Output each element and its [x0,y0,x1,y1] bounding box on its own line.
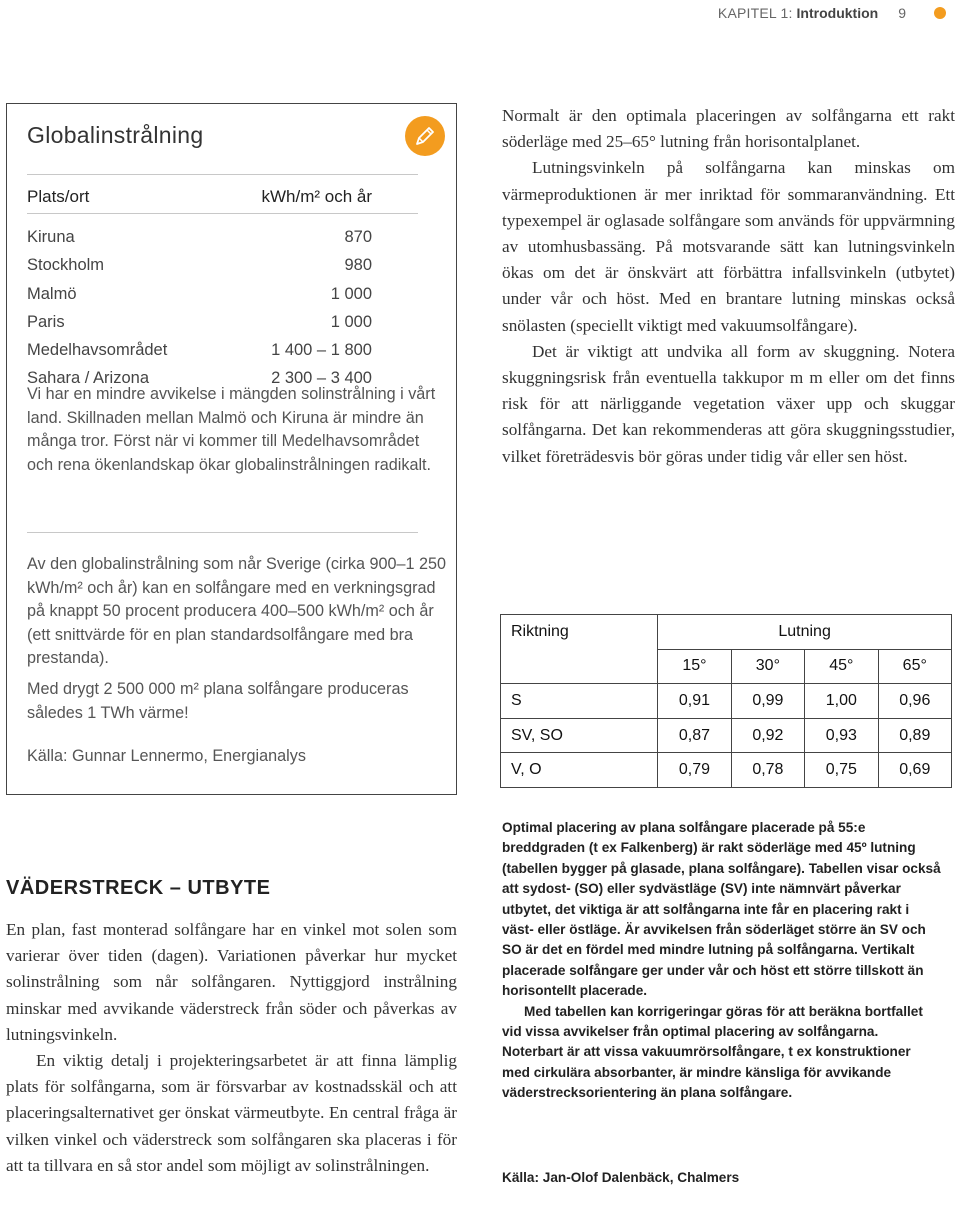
table-row [501,753,952,788]
page-header [718,3,946,23]
table-row [27,341,372,369]
table-row [501,718,952,753]
angle-header: 30° [731,649,804,684]
chapter-name: Introduktion [796,5,879,21]
place-name: Paris [27,312,65,331]
table-cell: 0,99 [731,684,804,719]
fact-box-paragraph: Av den globalinstrålning som når Sverige (cirka 900–1 250 kWh/m² och år) kan en solfångare med en verkningsgrad på knappt 50 procent producera 400–500 kWh/m² och år (ett snittvärde för en plan standardsolfångare med bra prestanda). [27,555,447,668]
chapter-label: KAPITEL 1: [717,5,793,21]
tilt-table [500,614,952,788]
body-paragraph: En viktig detalj i projekteringsarbetet är att finna lämplig plats för solfångarna, som är försvarbar av kostnadsskäl och att placeringsalternativet ger önskat värmeutbyte. En central fråga är vilken vinkel och väderstreck som solfångaren ska placeras i för att ta tillvara en så stor andel som möjligt av solinstrålningen. [6,1051,457,1175]
table-cell: 0,79 [658,753,731,788]
angle-header: 15° [658,649,731,684]
divider [27,213,418,214]
caption-paragraph: Med tabellen kan korrigeringar göras för att beräkna bortfallet vid vissa avvikelser från optimal placering av solfångarna. Noterbart är att vissa vakuumrörsolfångare, t ex konstruktioner med cirkulära absorbanter, är mindre känsliga för avvikande väderstrecksorientering än plana solfångare. [502,1003,923,1101]
place-name: Malmö [27,284,77,303]
direction-cell: SV, SO [501,718,658,753]
column-header-value: kWh/m² och år [261,187,372,206]
pencil-icon [405,116,445,156]
fact-box-paragraph: Vi har en mindre avvikelse i mängden solinstrålning i vårt land. Skillnaden mellan Malmö och Kiruna är mindre än många tror. Först när vi kommer till Medelhavsområdet och rena ökenlandskap ökar globalinstrålningen radikalt. [27,385,436,474]
column-header-tilt: Lutning [658,615,952,650]
place-name: Kiruna [27,228,75,246]
table-cell: 0,96 [878,684,951,719]
radiation-table [27,228,372,398]
body-paragraph: Lutningsvinkeln på solfångarna kan minskas om värmeproduktionen är mer inriktad för sommaranvändning. Ett typexempel är oglasade solfångare som används för uppvärmning av utomhusbassäng. På motsvarande sätt kan lutningsvinkeln ökas om det är önskvärt att förbättra infallsvinkeln (utbytet) under vår och höst. Med en brantare lutning minskas också snölasten (speciellt viktigt med vakuumsolfångare). [502,158,955,335]
angle-header: 45° [805,649,878,684]
table-cell: 0,78 [731,753,804,788]
table-row [501,684,952,719]
table-row [27,256,372,284]
fact-box-source: Källa: Gunnar Lennermo, Energianalys [27,747,306,765]
radiation-value: 980 [344,256,372,275]
radiation-value: 1 000 [330,284,372,303]
place-name: Sahara / Arizona [27,369,149,388]
body-paragraph: En plan, fast monterad solfångare har en vinkel mot solen som varierar över tiden (dagen). Variationen påverkar hur mycket solinstrålning som når solfångaren. Nyttiggjord instrålning minskar med avvikande väderstreck från söder och påverkas av lutningsvinkeln. [6,920,457,1044]
divider [27,174,418,175]
fact-box-paragraph: Med drygt 2 500 000 m² plana solfångare produceras således 1 TWh värme! [27,680,409,722]
divider [27,532,418,533]
table-row [27,285,372,313]
direction-cell: V, O [501,753,658,788]
table-cell: 0,92 [731,718,804,753]
accent-dot-icon [934,7,946,19]
table-row [501,615,952,650]
fact-box [6,103,457,795]
table-row [27,228,372,256]
table-caption [502,818,942,1104]
caption-paragraph: Optimal placering av plana solfångare placerade på 55:e breddgraden (t ex Falkenberg) är rakt söderläge med 45º lutning (tabellen bygger på glasade, plana solfångare). Tabellen visar också att sydost- (SO) eller sydvästläge (SV) inte nämnvärt påverkar utbytet, det viktiga är att solfångarna inte får en placering rakt i väst- eller östläge. Är avvikelsen från söderläget större än SV och SO är det en fördel med mindre lutning på solfångarna. Vertikalt placerade solfångare ger under vår och höst ett större tillskott än horisontellt placerade. [502,820,941,999]
body-paragraph: Normalt är den optimala placeringen av solfångarna ett rakt söderläge med 25–65° lutning från horisontalplanet. [502,106,955,152]
section-heading: VÄDERSTRECK – UTBYTE [6,877,271,899]
page-number: 9 [898,5,906,21]
body-paragraph: Det är viktigt att undvika all form av skuggning. Notera skuggningsrisk från eventuella takkupor m m eller om det finns risk för att närliggande vegetation växer upp och skuggar solfångarna. Det kan rekommenderas att göra skuggningsstudier, vilket företrädesvis bör göras under tidig vår eller sen höst. [502,341,955,466]
table-cell: 0,93 [805,718,878,753]
table-cell: 0,69 [878,753,951,788]
table-cell: 0,75 [805,753,878,788]
table-cell-empty [501,649,658,684]
body-text-right [502,103,955,470]
table-cell: 0,91 [658,684,731,719]
column-header-direction: Riktning [501,615,658,650]
radiation-value: 2 300 – 3 400 [271,369,372,388]
table-cell: 1,00 [805,684,878,719]
radiation-value: 1 000 [330,312,372,331]
column-header-place: Plats/ort [27,187,90,206]
radiation-table-header [27,187,372,207]
caption-source: Källa: Jan-Olof Dalenbäck, Chalmers [502,1170,740,1185]
angle-header: 65° [878,649,951,684]
table-row [501,649,952,684]
fact-box-title: Globalinstrålning [27,122,204,148]
direction-cell: S [501,684,658,719]
place-name: Medelhavsområdet [27,341,168,360]
table-row [27,313,372,341]
place-name: Stockholm [27,256,105,275]
radiation-value: 870 [344,228,372,246]
table-cell: 0,89 [878,718,951,753]
radiation-value: 1 400 – 1 800 [271,341,372,360]
body-text-left [6,917,457,1179]
table-cell: 0,87 [658,718,731,753]
